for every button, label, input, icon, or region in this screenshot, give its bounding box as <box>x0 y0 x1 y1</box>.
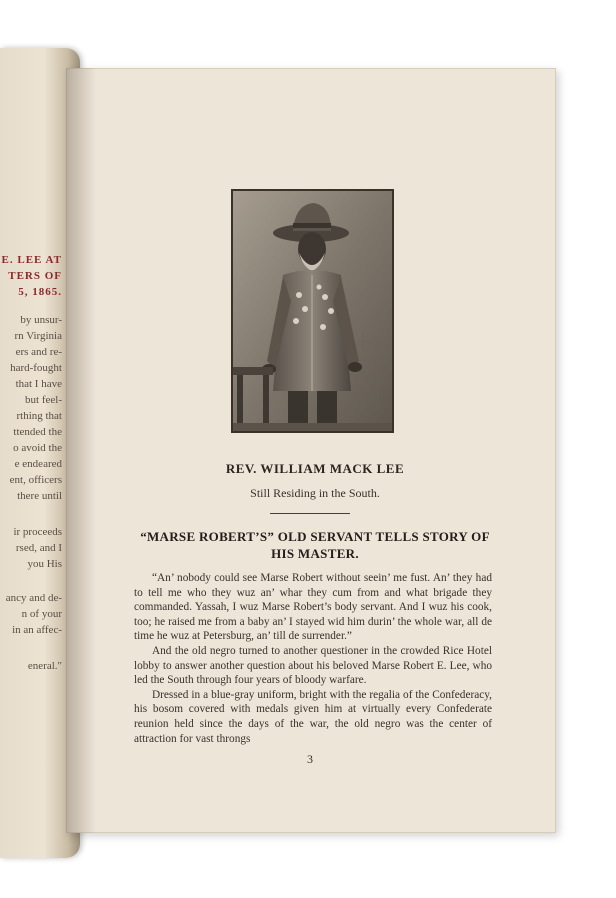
divider-rule <box>270 513 350 514</box>
left-line: 5, 1865. <box>18 286 62 298</box>
left-line: o avoid the <box>13 442 62 454</box>
paragraph: Dressed in a blue-gray uniform, bright with the regalia of the Confederacy, his bosom covered with medals given him at virtually every Confederate reunion held since the days of the war, the old negro was the center of attraction for vast throngs <box>134 688 492 745</box>
left-line: by unsur- <box>20 314 62 326</box>
left-line: TERS OF <box>8 270 62 282</box>
left-line: E. LEE AT <box>1 254 62 266</box>
portrait-photo <box>231 189 394 433</box>
left-line: ancy and de- <box>5 592 62 604</box>
page-number: 3 <box>307 752 313 766</box>
left-line: rsed, and I <box>15 542 62 554</box>
left-line: in an affec- <box>12 624 62 636</box>
left-line: hard-fought <box>10 362 62 374</box>
portrait-illustration <box>233 191 392 431</box>
left-line: rthing that <box>16 410 62 422</box>
photo-caption-title: REV. WILLIAM MACK LEE <box>225 461 405 476</box>
left-line: ir proceeds <box>13 526 62 538</box>
left-line: rn Virginia <box>14 330 62 342</box>
left-line: e endeared <box>14 458 62 470</box>
article-headline: “MARSE ROBERT’S” OLD SERVANT TELLS STORY OF HIS MASTER. <box>140 529 490 561</box>
left-line: ent, officers <box>9 474 62 486</box>
left-line: there until <box>17 490 62 502</box>
left-line: that I have <box>15 378 62 390</box>
paragraph: And the old negro turned to another questioner in the crowded Rice Hotel lobby to answer another question about his beloved Marse Robert E. Lee, who led the South through four years of bloody warfare. <box>134 644 492 687</box>
article-body <box>134 571 492 746</box>
left-line: eneral." <box>27 660 62 672</box>
photo-caption-subtitle: Still Residing in the South. <box>250 486 380 500</box>
left-line: but feel- <box>25 394 62 406</box>
paragraph: “An’ nobody could see Marse Robert without seein’ me fust. An’ they had to tell me who they wuz an’ whar they cum from and what brigade they commanded. Yassah, I wuz Marse Robert’s body servant. And I wuz his cook, too; he raised me from a baby an’ I stayed wid him durin’ the whole war, all de time he wuz at Petersburg, an’ till de surrender.” <box>134 572 492 643</box>
left-line: n of your <box>21 608 62 620</box>
left-line: you His <box>27 558 62 570</box>
left-line: ttended the <box>13 426 62 438</box>
left-line: ers and re- <box>15 346 62 358</box>
